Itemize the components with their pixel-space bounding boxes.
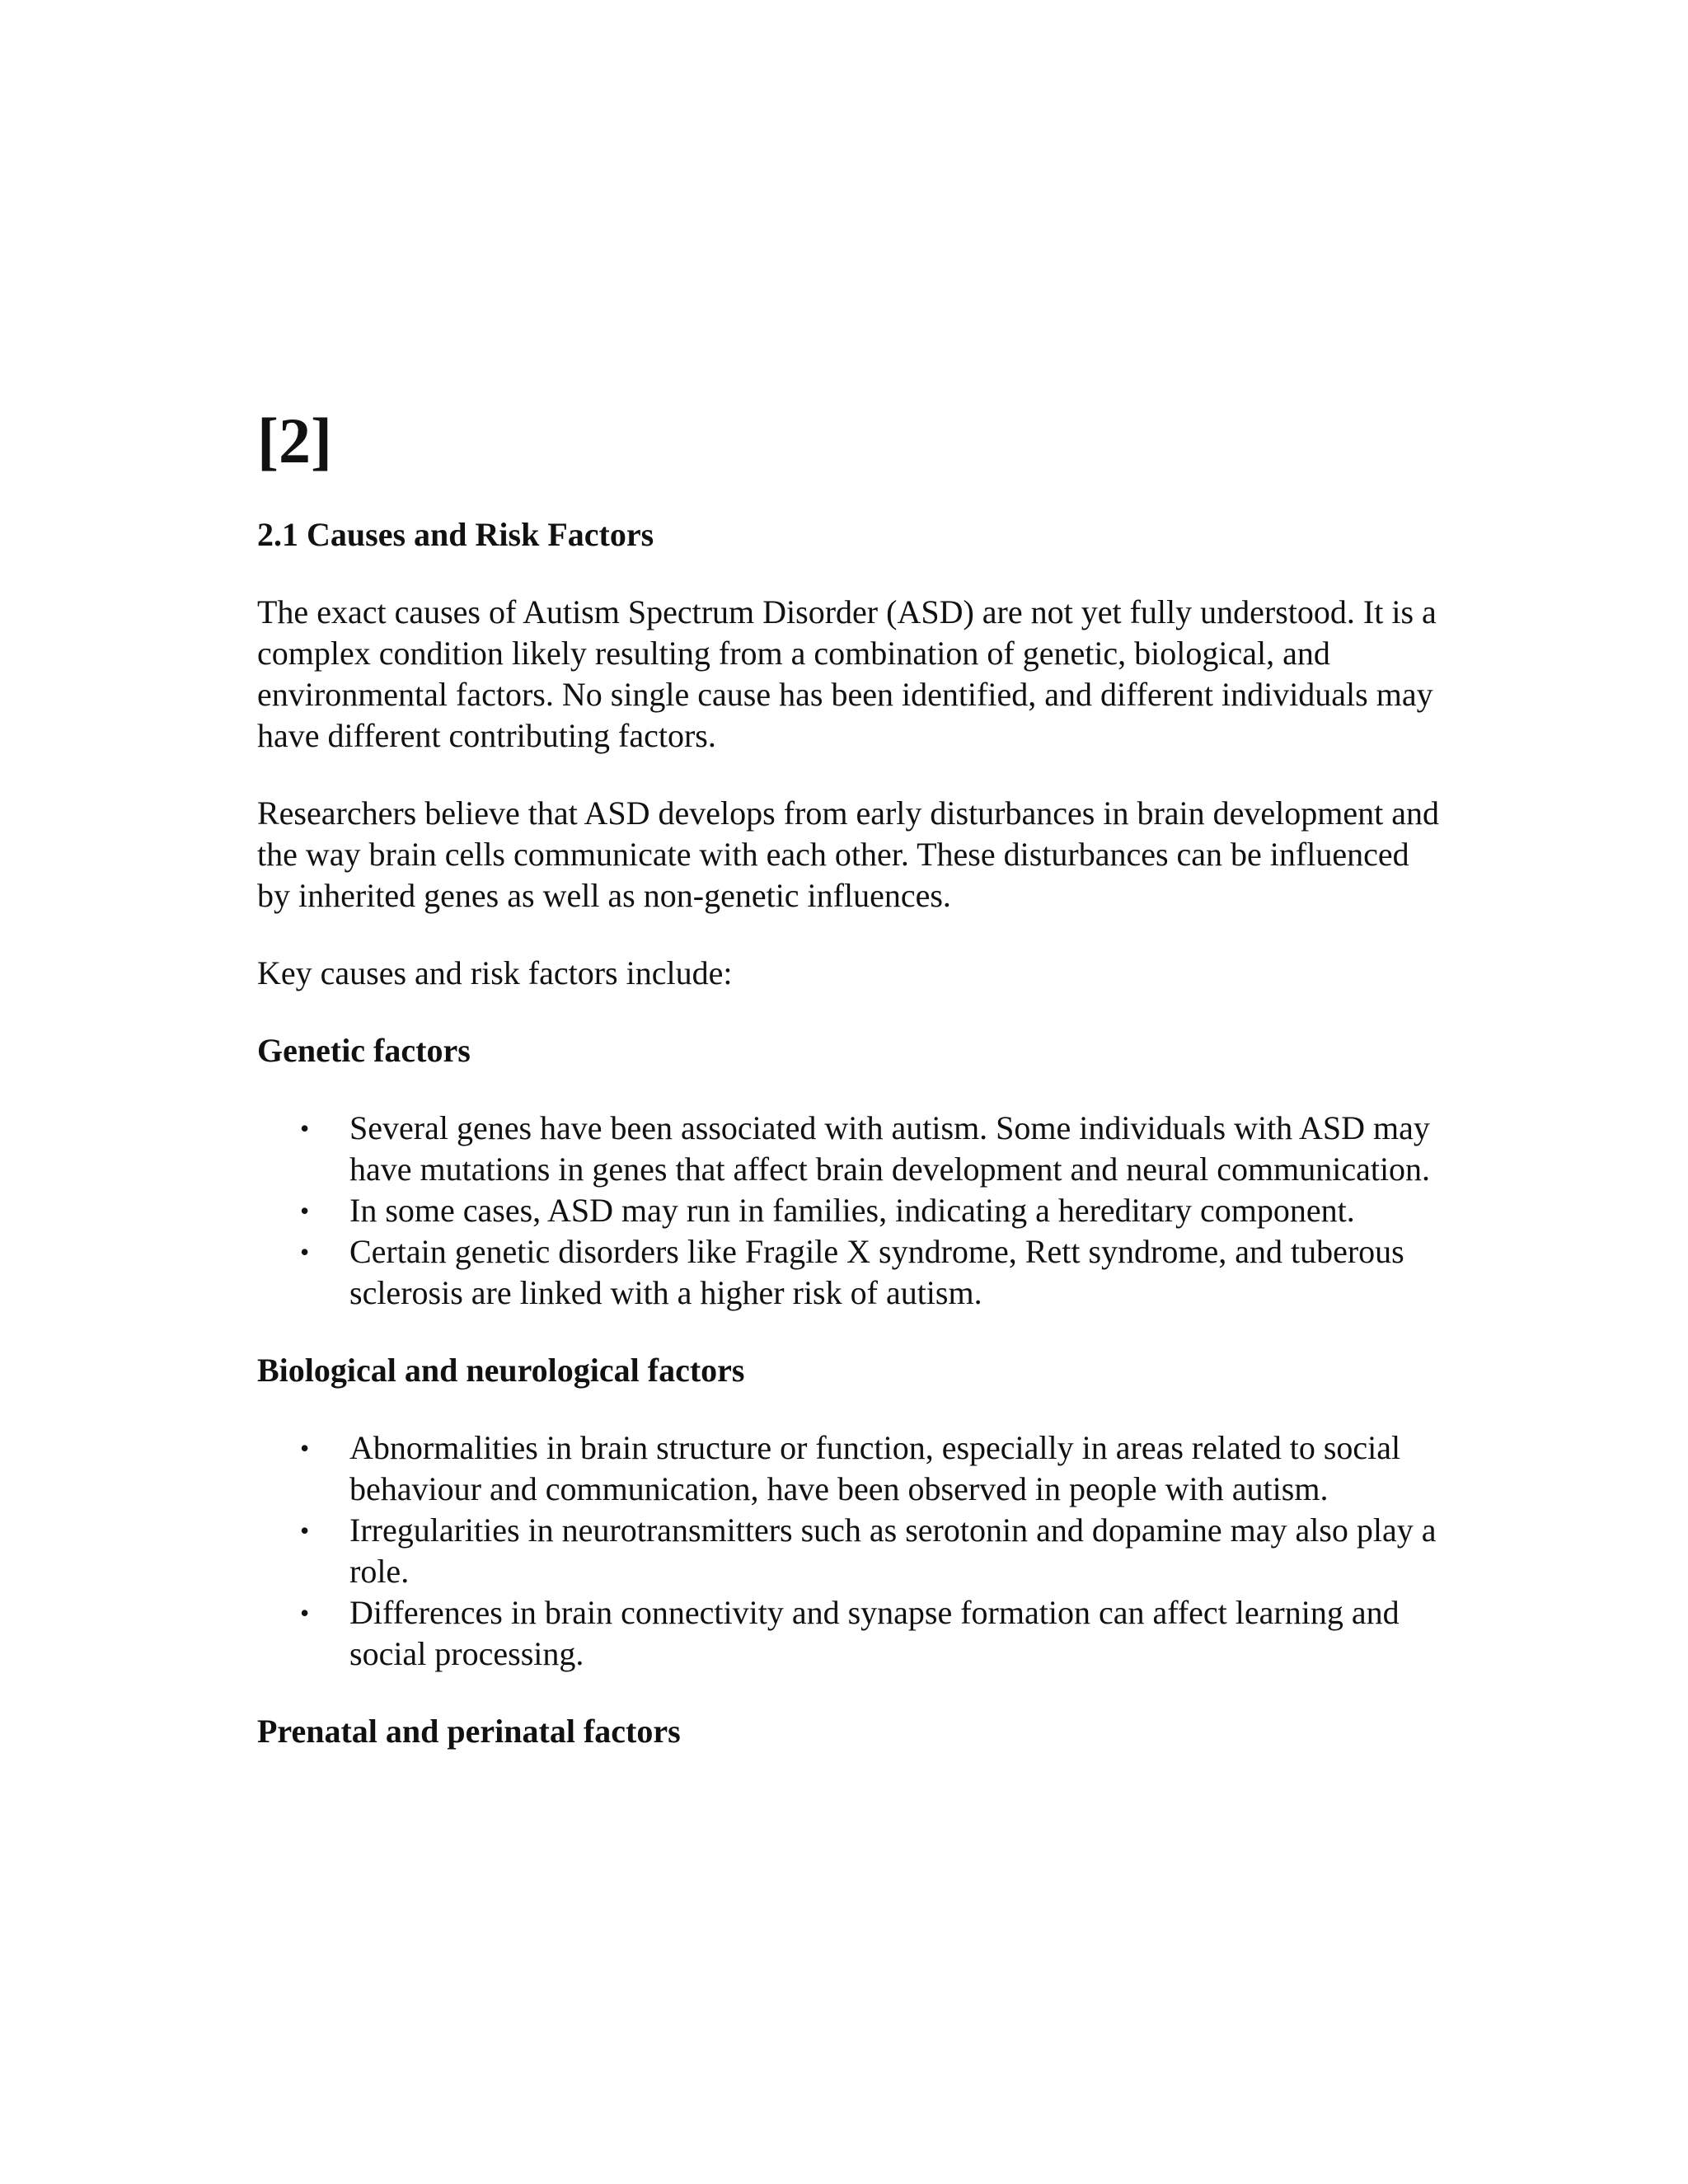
genetic-factors-heading: Genetic factors <box>257 1032 471 1069</box>
section-title: 2.1 Causes and Risk Factors <box>257 516 654 553</box>
list-item-text: In some cases, ASD may run in families, indicating a hereditary component. <box>349 1192 1355 1229</box>
research-paragraph: Researchers believe that ASD develops from early disturbances in brain development and the way brain cells communicate with each other. These disturbances can be influenced by inherited genes as well as non-genetic influences. <box>257 794 1439 914</box>
list-item-text: Abnormalities in brain structure or function, especially in areas related to social behaviour and communication, have been observed in people with autism. <box>349 1429 1401 1507</box>
list-item-text: Differences in brain connectivity and synapse formation can affect learning and social processing. <box>349 1594 1400 1672</box>
chapter-number: [2] <box>257 405 332 476</box>
list-item <box>257 1510 1444 1592</box>
list-item-text: Several genes have been associated with autism. Some individuals with ASD may have mutations in genes that affect brain development and neural communication. <box>349 1109 1431 1188</box>
bullet-icon: • <box>300 1516 310 1545</box>
genetic-factors-list <box>257 1108 1444 1314</box>
list-item-text: Certain genetic disorders like Fragile X syndrome, Rett syndrome, and tuberous sclerosis are linked with a higher risk of autism. <box>349 1233 1404 1311</box>
biological-factors-heading: Biological and neurological factors <box>257 1352 745 1389</box>
bullet-icon: • <box>300 1196 310 1226</box>
bullet-icon: • <box>300 1598 310 1628</box>
key-factors-paragraph: Key causes and risk factors include: <box>257 954 733 991</box>
bullet-icon: • <box>300 1237 310 1267</box>
list-item <box>257 1231 1444 1314</box>
prenatal-factors-heading: Prenatal and perinatal factors <box>257 1713 681 1750</box>
document-content <box>257 404 1444 1788</box>
list-item <box>257 1592 1444 1675</box>
biological-factors-list <box>257 1427 1444 1675</box>
list-item <box>257 1190 1444 1231</box>
bullet-icon: • <box>300 1433 310 1463</box>
list-item <box>257 1108 1444 1190</box>
bullet-icon: • <box>300 1113 310 1143</box>
list-item <box>257 1427 1444 1510</box>
intro-paragraph: The exact causes of Autism Spectrum Disorder (ASD) are not yet fully understood. It is a complex condition likely resulting from a combination of genetic, biological, and environmental factors. No single cause has been identified, and different individuals may have different contributing factors. <box>257 593 1437 754</box>
list-item-text: Irregularities in neurotransmitters such as serotonin and dopamine may also play a role. <box>349 1511 1437 1590</box>
